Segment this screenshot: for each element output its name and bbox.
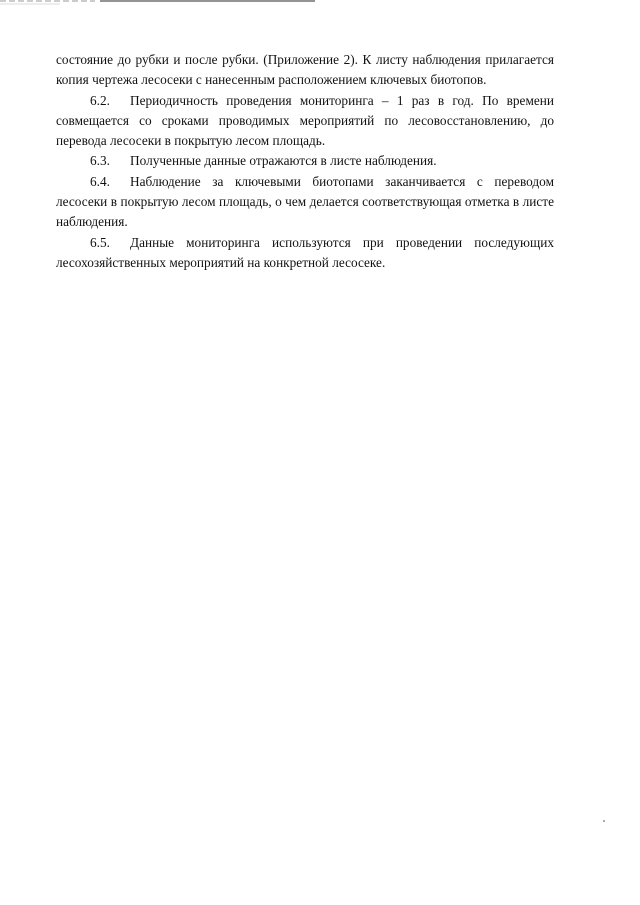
paragraph-6-5 (56, 233, 554, 274)
paragraph-text: Данные мониторинга используются при проведении последующих лесохозяйственных мероприятий на конкретной лесосеке. (56, 234, 554, 270)
paragraph-text: Периодичность проведения мониторинга – 1 раз в год. По времени совмещается со сроками проводимых мероприятий по лесовосстановлению, до перевода лесосеки в покрытую лесом площадь. (56, 92, 554, 149)
document-body (56, 50, 554, 273)
paragraph-text: Наблюдение за ключевыми биотопами заканчивается с переводом лесосеки в покрытую лесом площадь, о чем делается соответствующая отметка в листе наблюдения. (56, 173, 554, 230)
paragraph-number: 6.4. (90, 173, 110, 189)
paragraph-text: состояние до рубки и после рубки. (Приложение 2). К листу наблюдения прилагается копия чертежа лесосеки с нанесенным расположением ключевых биотопов. (56, 52, 554, 88)
paragraph-number: 6.3. (90, 153, 110, 169)
paragraph-number: 6.2. (90, 92, 110, 108)
scan-speck (603, 820, 605, 822)
paragraph-6-2 (56, 91, 554, 152)
paragraph-text: Полученные данные отражаются в листе наблюдения. (130, 153, 437, 169)
paragraph-6-3 (56, 151, 554, 171)
paragraph-number: 6.5. (90, 234, 110, 250)
paragraph-continuation (56, 50, 554, 91)
scan-edge-marks (0, 0, 640, 8)
paragraph-6-4 (56, 172, 554, 233)
